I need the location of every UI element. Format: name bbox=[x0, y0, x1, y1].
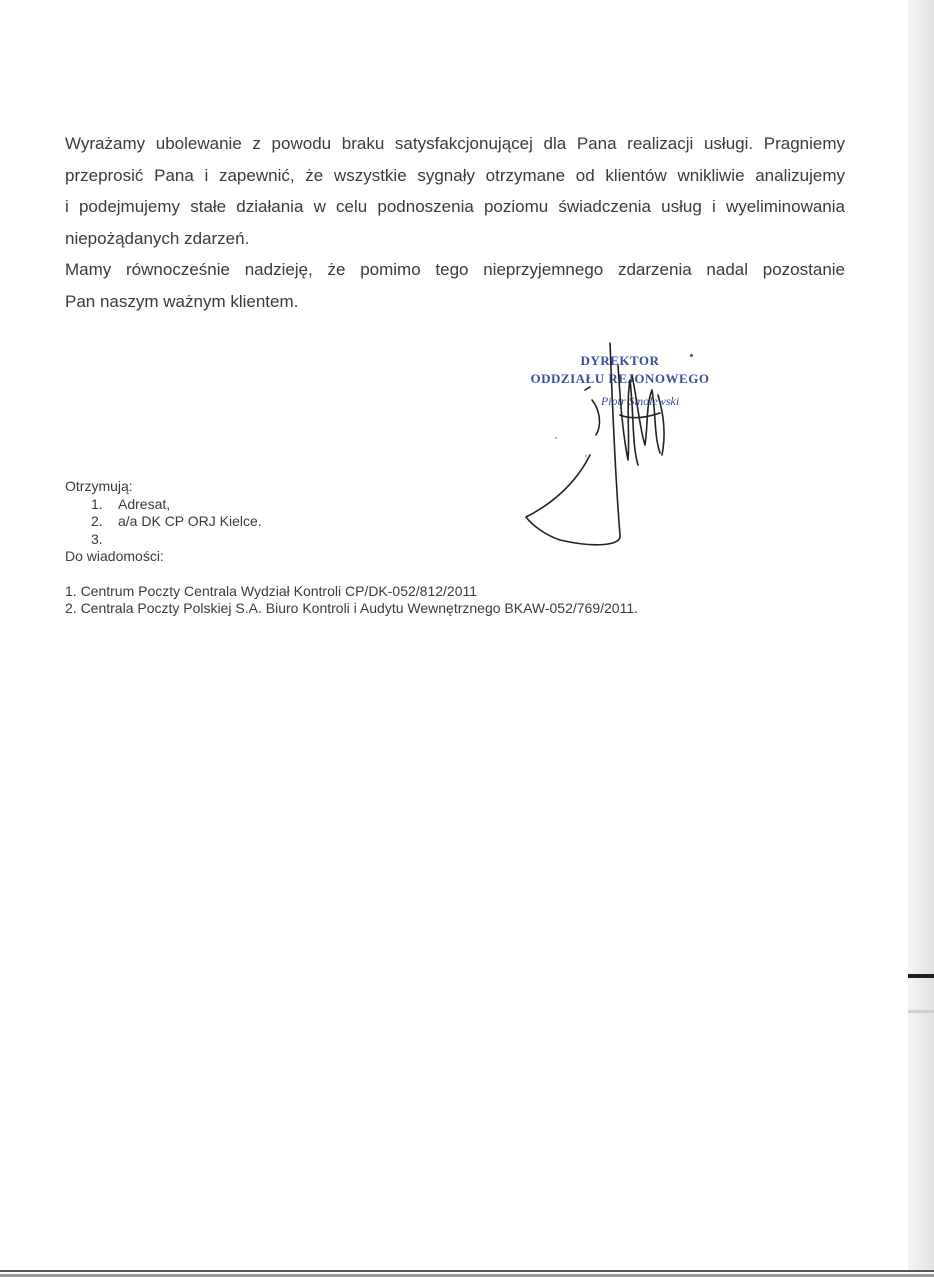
letter-body bbox=[65, 128, 845, 317]
list-item-number: 3. bbox=[91, 530, 103, 547]
scan-speck bbox=[585, 455, 587, 457]
stamp-title: DYREKTOR bbox=[580, 353, 660, 368]
list-item-text: Adresat, bbox=[118, 495, 171, 512]
body-line: Wyrażamy ubolewanie z powodu braku satysfakcjonującej dla Pana realizacji usługi. Pragniemy bbox=[65, 134, 845, 153]
body-line: Pan naszym ważnym klientem. bbox=[65, 291, 299, 311]
list-item-text: a/a DK CP ORJ Kielce. bbox=[118, 513, 262, 529]
recipients-list bbox=[65, 496, 262, 549]
list-item-number: 1. bbox=[91, 495, 103, 512]
note-line: 1. Centrum Poczty Centrala Wydział Kontroli CP/DK-052/812/2011 bbox=[65, 583, 478, 599]
cc-heading: Do wiadomości: bbox=[65, 548, 164, 564]
recipients-block bbox=[65, 478, 262, 566]
scan-speck bbox=[690, 354, 693, 357]
body-line: przeprosić Pana i zapewnić, że wszystkie sygnały otrzymane od klientów wnikliwie analizujemy bbox=[65, 165, 845, 185]
handwritten-signature bbox=[520, 335, 700, 550]
scan-bottom-edge-shadow bbox=[0, 1274, 934, 1277]
reference-notes bbox=[65, 583, 638, 617]
list-item bbox=[91, 513, 262, 531]
list-item bbox=[91, 496, 262, 514]
body-line: niepożądanych zdarzeń. bbox=[65, 228, 250, 248]
body-line: i podejmujemy stałe działania w celu podnoszenia poziomu świadczenia usług i wyeliminowania bbox=[65, 197, 845, 216]
stamp-department: ODDZIAŁU REJONOWEGO bbox=[530, 371, 710, 386]
scan-right-edge bbox=[908, 0, 934, 1270]
body-line: Mamy równocześnie nadzieję, że pomimo tego nieprzyjemnego zdarzenia nadal pozostanie bbox=[65, 260, 845, 279]
list-item-number: 2. bbox=[91, 513, 103, 529]
note-line: 2. Centrala Poczty Polskiej S.A. Biuro Kontroli i Audytu Wewnętrznego BKAW-052/769/2011. bbox=[65, 600, 639, 616]
scan-bottom-edge bbox=[0, 1270, 934, 1272]
scan-edge-mark bbox=[908, 974, 934, 978]
list-item bbox=[91, 531, 262, 549]
stamp-name: Piotr Smolewski bbox=[600, 394, 680, 408]
scan-edge-mark-light bbox=[908, 1010, 934, 1013]
recipients-heading: Otrzymują: bbox=[65, 478, 133, 494]
scan-speck bbox=[555, 437, 557, 439]
